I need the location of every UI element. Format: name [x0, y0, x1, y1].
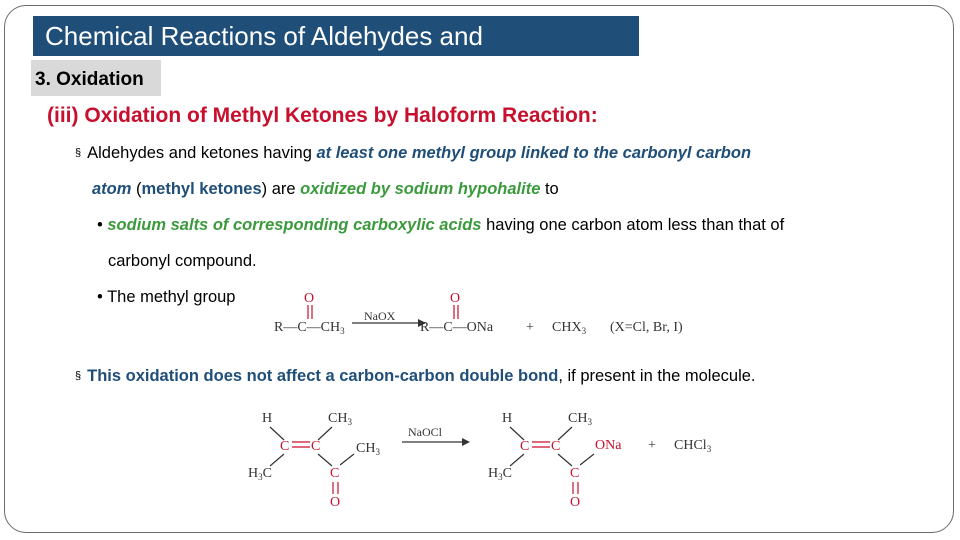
- sub-bullet-1-text-a: sodium salts of corresponding carboxylic acids: [107, 216, 482, 234]
- section-label: 3. Oxidation: [35, 69, 144, 90]
- sub-bullet-2-text: The methyl group: [107, 288, 236, 306]
- square-bullet-icon: §: [75, 370, 82, 382]
- reactant-o: O: [330, 495, 341, 510]
- bullet-1-text-c: atom: [92, 180, 132, 198]
- product-h: H: [502, 411, 513, 426]
- sub-bullet-1-text-c: carbonyl compound.: [108, 252, 257, 270]
- plus-sign-2: +: [648, 438, 656, 453]
- square-bullet-icon: §: [75, 147, 82, 159]
- sub-bullet-1-line-1: [97, 216, 784, 235]
- bullet-1-text-b: at least one methyl group linked to the carbonyl carbon: [316, 144, 752, 162]
- reactant-h3c: $H_3C$: [248, 466, 272, 482]
- subheading: (iii) Oxidation of Methyl Ketones by Haloform Reaction:: [47, 104, 598, 127]
- halogen-condition: (X=Cl, Br, I): [610, 320, 683, 335]
- product-c2: C: [551, 439, 561, 454]
- reactant: $R—C—CH_3$: [274, 320, 345, 336]
- product-oxygen: O: [450, 291, 461, 306]
- product: R—C—ONa: [420, 320, 494, 335]
- reactant-c2: C: [311, 439, 321, 454]
- product-o: O: [570, 495, 581, 510]
- slide-title: Chemical Reactions of Aldehydes and: [33, 16, 639, 56]
- haloform-reaction-scheme: [270, 286, 710, 344]
- bullet-1-line-1: [75, 144, 751, 163]
- reactant-ch3-top: $CH_3$: [328, 411, 352, 427]
- bullet-1-line-2: [92, 180, 559, 199]
- reactant-oxygen: O: [304, 291, 315, 306]
- reactant-c1: C: [280, 439, 290, 454]
- reactant-ch3-right: $CH_3$: [356, 441, 380, 457]
- bullet-2: [75, 367, 756, 386]
- chloroform: CHCl$_3$: [674, 438, 712, 454]
- sub-bullet-1-line-2: [108, 252, 257, 271]
- plus-sign: +: [526, 320, 534, 335]
- alkene-haloform-scheme: [240, 402, 712, 512]
- sub-bullet-1-text-b: having one carbon atom less than that of: [486, 216, 785, 234]
- reagent-naocl: NaOCl: [408, 425, 442, 439]
- bullet-1-text-g: oxidized by sodium hypohalite: [300, 180, 541, 198]
- bullet-2-text-b: , if present in the molecule.: [558, 367, 756, 385]
- product-ona: ONa: [595, 438, 622, 453]
- bullet-2-text-a: This oxidation does not affect a carbon-carbon double bond: [87, 367, 559, 385]
- bullet-1-text-e: methyl ketones: [141, 180, 262, 198]
- dot-bullet-icon: •: [97, 216, 103, 234]
- bullet-1-text-a: Aldehydes and ketones having: [87, 144, 312, 162]
- dot-bullet-icon: •: [97, 288, 103, 306]
- sub-bullet-2: [97, 288, 235, 307]
- bullet-1-text-d: (: [136, 180, 142, 198]
- byproduct: $CHX_3$: [552, 320, 587, 336]
- reactant-carbonyl-c: C: [330, 466, 340, 481]
- product-h3c: $H_3C$: [488, 466, 512, 482]
- reagent-naox: NaOX: [364, 309, 396, 323]
- bullet-1-text-h: to: [544, 180, 559, 198]
- product-carbonyl-c: C: [570, 466, 580, 481]
- product-ch3-top: $CH_3$: [568, 411, 592, 427]
- bullet-1-text-f: ) are: [261, 180, 296, 198]
- product-c1: C: [520, 439, 530, 454]
- reactant-h: H: [262, 411, 273, 426]
